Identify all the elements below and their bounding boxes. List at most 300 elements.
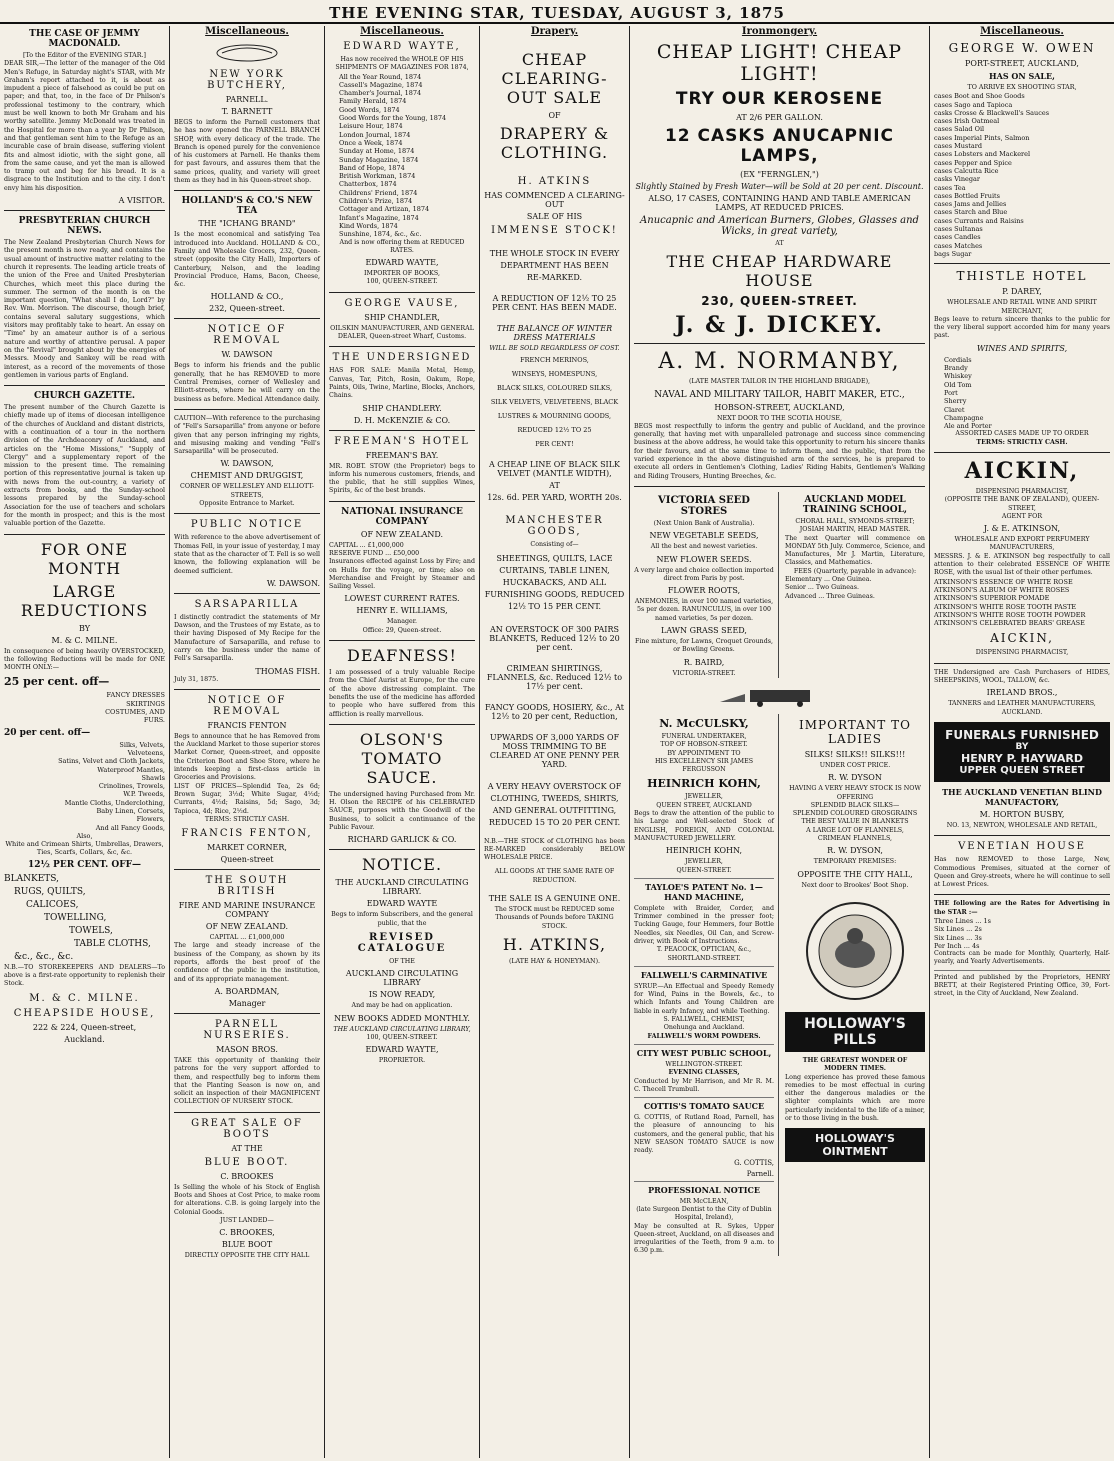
ad-list-item: cases Currants and Raisins: [934, 216, 1024, 225]
ad-signature: S. FALLWELL, CHEMIST,: [663, 1016, 745, 1024]
ad-role: IMPORTER OF BOOKS,: [364, 270, 440, 278]
ad-name: R. W. DYSON: [828, 773, 882, 783]
ad-list-item: cases Sultanas: [934, 225, 983, 234]
ad-list-item: ATKINSON'S CELEBRATED BEARS' GREASE: [934, 619, 1085, 628]
two-column-ads: [634, 492, 925, 678]
ad-role: NAVAL AND MILITARY TAILOR, HABIT MAKER, ETC.,: [654, 389, 905, 400]
ad-seeds: NEW VEGETABLE SEEDS,: [649, 531, 759, 541]
ad-list-item: cases Tea: [934, 183, 966, 192]
ad-body: HAVING A VERY HEAVY STOCK IS NOW OFFERING: [789, 785, 921, 801]
ad-list-item: Ale and Porter: [944, 422, 992, 431]
ad-shop: THE CHEAP HARDWARE HOUSE: [666, 252, 893, 291]
ad-office: Office: 29, Queen-street.: [362, 626, 442, 634]
ad-list-item: Cassell's Magazine, 1874: [339, 80, 423, 89]
ad-list-item: casks Vinegar: [934, 175, 981, 184]
ad-title: THE UNDERSIGNED: [332, 352, 472, 364]
divider: [174, 1013, 320, 1014]
ad-subtitle: FALLWELL'S WORM POWDERS.: [647, 1032, 761, 1040]
column-heading: Miscellaneous.: [360, 26, 444, 37]
ad-note: Contracts can be made for Monthly, Quarterly, Half-yearly, and Yearly Advertisements.: [934, 950, 1110, 966]
divider: [174, 869, 320, 870]
ad-body: TAKE this opportunity of thanking their patrons for the very support afforded to them, and respectfully beg to inform them that the Planting Season is now on, and solicit an inspection of their MAGNIFICENT COLLECTION OF NURSERY STOCK.: [174, 1056, 320, 1106]
divider: [4, 210, 165, 211]
article-title: PRESBYTERIAN CHURCH NEWS.: [18, 216, 151, 237]
ad-body: Begs to inform Subscribers, and the general public, that the: [331, 911, 473, 927]
ad-address: QUEEN STREET, AUCKLAND: [656, 801, 752, 809]
ad-late: (LATE MASTER TAILOR IN THE HIGHLAND BRIGADE),: [688, 378, 871, 386]
ad-list-item: London Journal, 1874: [339, 130, 411, 139]
article-body: The present number of the Church Gazette is chiefly made up of items of diocesan intelligence of the churches of Auckland and distant districts, with a continuation of a tour in the northern division of the Archdeaconry of Auckland, and articles on the "Home Missions," "Supply of Clergy" and a supplementary report of the mission to the present time. The remaining portion of this representative journal is taken up with news from the out-country, a variety of extracts from books, and the Sunday-school lessons prepared by the Sunday-school Association for the use of teachers and scholars for the month in prospect; and this is the most valuable portion of the Gazette.: [4, 404, 165, 528]
ad-list-item: All the Year Round, 1874: [339, 72, 422, 81]
ad-body: Begs to draw the attention of the public to his Large and Well-selected Stock of ENGLISH, FOREIGN, AND COLONIAL MANUFACTURED JEWELLERY.: [634, 810, 774, 842]
ad-lawn: LAWN GRASS SEED,: [661, 626, 747, 636]
ad-list-item: Cottager and Artizan, 1874: [339, 205, 430, 214]
ad-address: NO. 13, NEWTON, WHOLESALE AND RETAIL,: [946, 821, 1098, 829]
ad-list-item: CALICOES,: [26, 899, 79, 910]
ad-address: CORNER OF WELLESLEY AND ELLIOTT-STREETS,: [180, 483, 314, 499]
ad-title: DEAFNESS!: [347, 646, 457, 666]
ad-body: (late Surgeon Dentist to the City of Dublin Hospital, Ireland),: [636, 1205, 772, 1222]
ad-rates: LOWEST CURRENT RATES.: [344, 594, 460, 604]
ad-wonder: THE GREATEST WONDER OF MODERN TIMES.: [802, 1056, 908, 1073]
divider: [329, 346, 475, 347]
holloways-seal-icon: [795, 896, 915, 1006]
ad-body: I distinctly contradict the statements of Mr Dawson, and the Trustees of my Estate, as to their having Disposed of My Recipe for the Manufacture of Sarsaparilla, and refuse to carry on the business under the name of Fell's Sarsaparilla.: [174, 613, 320, 663]
ad-list-item: BLACK SILKS, COLOURED SILKS,: [496, 384, 613, 393]
ad-signature: C. BROOKES,: [219, 1228, 275, 1238]
ad-crimean: CRIMEAN FLANNELS,: [817, 835, 893, 843]
ad-body: A CHEAP LINE OF BLACK SILK VELVET (MANTLE WIDTH),: [488, 460, 620, 479]
ad-address: 100, QUEEN-STREET.: [366, 1033, 438, 1041]
ad-signature: M. & C. MILNE.: [29, 992, 140, 1004]
divider: [4, 385, 165, 386]
ad-title: NEW YORK BUTCHERY,: [207, 69, 287, 91]
divider: [329, 849, 475, 850]
ad-body: LIST OF PRICES—Splendid Tea, 2s 6d; Brown Sugar, 3½d; White Sugar, 4½d; Currants, 4½d; Raisins, 5d; Sago, 3d; Tapioca, 4d; Rice, 2½d.: [174, 782, 320, 815]
ad-list: [4, 873, 165, 964]
ad-list-item: cases Imperial Pints, Salmon: [934, 133, 1030, 142]
ad-role: TANNERS and LEATHER MANUFACTURERS,: [948, 700, 1096, 708]
ad-role: WHOLESALE AND EXPORT PERFUMERY MANUFACTURERS,: [954, 536, 1090, 552]
ad-role: WHOLESALE AND RETAIL WINE AND SPIRIT MERCHANT,: [947, 299, 1097, 315]
ad-list-item: FURS.: [143, 716, 165, 725]
ad-body: SYRUP.—An Effectual and Speedy Remedy for Wind, Pains in the Bowels, &c., to which Infants and Young Children are liable in early Infancy, and while Teething.: [634, 982, 774, 1015]
column-5: [630, 26, 930, 1458]
ad-black: SPLENDID BLACK SILKS—: [810, 801, 900, 809]
ad-list-item: SKIRTINGS: [126, 699, 165, 708]
ad-list-item: cases Calcutta Rice: [934, 166, 999, 175]
ad-body: Has now received the WHOLE OF HIS SHIPMENTS OF MAGAZINES FOR 1874,: [335, 56, 469, 72]
ad-signature: R. W. DYSON,: [827, 846, 883, 856]
ad-signature: EDWARD WAYTE,: [365, 1045, 439, 1055]
ad-subtitle: OF NEW ZEALAND.: [205, 922, 289, 932]
column-1: [0, 26, 170, 1458]
ad-body: Begs to inform his friends and the public generally, that he has REMOVED to more Central Premises, corner of Wellesley and Elliott-streets, where he will carry on the business as before. Medical Attendance daily.: [174, 362, 320, 403]
ad-list-item: cases Salad Oil: [934, 125, 985, 134]
ad-name: MASON BROS.: [216, 1044, 278, 1054]
divider: [174, 318, 320, 319]
ad-list-item: cases Mustard: [934, 142, 983, 151]
divider: [934, 970, 1110, 971]
ad-title: VENETIAN HOUSE: [958, 841, 1086, 853]
divider: [174, 513, 320, 514]
ad-subtitle: (Next Union Bank of Australia).: [653, 519, 755, 527]
ad-list-item: Silks, Velvets,: [119, 740, 165, 749]
ad-list-item: Sherry: [944, 397, 967, 406]
ad-address: 230, QUEEN-STREET.: [701, 294, 858, 309]
divider: [634, 486, 925, 487]
ad-body: A REDUCTION OF 12½ TO 25 PER CENT. HAS BEEN MADE.: [492, 294, 617, 312]
ad-list-item: Satins, Velvet and Cloth Jackets,: [58, 757, 165, 766]
ad-body: THE SALE IS A GENUINE ONE.: [488, 894, 621, 904]
ad-body: Has now REMOVED to those Large, New, Commodious Premises, situated at the corner of Queen and Grey-streets, where he will continue to sell at Lowest Prices.: [934, 856, 1110, 889]
ad-list: [4, 691, 165, 724]
ad-reserve: RESERVE FUND ... £50,000: [329, 549, 420, 557]
ad-list-item: Cordials: [944, 355, 972, 364]
article-title: CHURCH GAZETTE.: [34, 391, 135, 402]
ad-body: Long experience has proved these famous remedies to be most effectual in curing either the dangerous maladies or the slighter complaints which are more particularly incidental to the life of a miner, or to those living in the bush.: [785, 1073, 925, 1122]
ad-role: JEWELLER,: [685, 793, 723, 801]
ad-list-item: And all Fancy Goods,: [95, 823, 165, 832]
ad-address: SHORTLAND-STREET.: [667, 954, 741, 962]
ad-subtitle: FIRE AND MARINE INSURANCE COMPANY: [178, 901, 316, 920]
ad-list-item: cases Boot and Shoe Goods: [934, 92, 1025, 101]
divider: [934, 894, 1110, 895]
ad-to: HIS EXCELLENCY SIR JAMES FERGUSSON: [654, 757, 754, 774]
ad-temp: TEMPORARY PREMISES:: [813, 858, 897, 866]
column-6: [930, 26, 1114, 1458]
column-heading: Ironmongery.: [741, 26, 818, 37]
ad-list-item: Whiskey: [944, 372, 972, 381]
ad-library-name: THE AUCKLAND CIRCULATING LIBRARY,: [333, 1025, 471, 1033]
ad-address: Opposite Entrance to Market.: [199, 500, 295, 508]
ad-signature: A. BOARDMAN,: [214, 986, 280, 996]
article-body: DEAR SIR,—The letter of the manager of the Old Men's Refuge, in Saturday night's STAR, with Mr Graham's report attached to it, is about as impudent a piece of falsehood as could be put on paper; and that, too, in the face of Dr Philson's professional testimony to the contrary, which must be well known to both Mr Graham and his worthy satellite. Jemmy McDonald was treated in the Hospital for more than a year by Dr Philson, and that gentleman sent him to the Refuge as an incurable case of brain disease, suffering violent fits and almost idiotic, with the sight gone, all from the same cause, and yet the man is allowed to tramp out and beg for his bread. It is a disgrace to the Institution and to the city. I don't envy him his disposition.: [4, 60, 165, 192]
ad-list-item: WINSEYS, HOMESPUNS,: [511, 370, 598, 379]
ad-list-item: Chatterbox, 1874: [339, 180, 397, 189]
ad-list-item: Per Inch ... 4s: [934, 941, 980, 950]
ad-name: W. DAWSON,: [220, 459, 274, 469]
ad-signature: THOMAS FISH.: [255, 666, 320, 676]
ad-fees: FEES (Quarterly, payable in advance):: [793, 567, 917, 575]
ad-title: THE SOUTH BRITISH: [205, 875, 289, 898]
ad-ointment: HOLLOWAY'S OINTMENT: [785, 1128, 925, 1162]
hearse-illustration-icon: [710, 684, 850, 708]
ad-list-item: ATKINSON'S SUPERIOR POMADE: [934, 594, 1050, 603]
ad-body: BEGS to inform the Parnell customers that he has now opened the PARNELL BRANCH SHOP, with every delicacy of the trade. The Branch is opened purely for the convenience of his customers at Parnell. He thanks them for past favours, and assures them that the same prices, quality, and variety will greet them as they had in his Queen-street shop.: [174, 119, 320, 185]
masthead-previous-line: [0, 0, 1114, 1]
ad-list-item: Claret: [944, 405, 965, 414]
ad-name: EDWARD WAYTE: [366, 899, 438, 909]
ad-silks: SILKS! SILKS!! SILKS!!!: [804, 749, 906, 759]
ad-name: HENRY P. HAYWARD: [960, 751, 1084, 765]
ad-role: DISPENSING PHARMACIST,: [975, 487, 1069, 495]
ad-signature: RICHARD GARLICK & CO.: [347, 835, 457, 845]
divider: [174, 1112, 320, 1113]
ad-intro: In consequence of being heavily OVERSTOCKED, the following Reductions will be made for ONE MONTH ONLY:—: [4, 647, 165, 672]
divider: [4, 534, 165, 535]
ad-list-item: Kind Words, 1874: [339, 221, 398, 230]
ad-list-item: Six Lines ... 3s: [934, 933, 982, 942]
divider: [934, 452, 1110, 453]
ad-list-item: FRENCH MERINOS,: [520, 356, 589, 365]
ad-title: A. M. NORMANBY,: [658, 349, 901, 375]
ad-list-item: cases Matches: [934, 241, 983, 250]
ad-title: TAYLOE'S PATENT No. 1—HAND MACHINE,: [645, 881, 763, 902]
ad-title: HOLLAND'S & CO.'S NEW TEA: [181, 196, 313, 217]
ad-signature: G. COTTIS,: [734, 1158, 774, 1167]
ad-subtitle: THE AUCKLAND CIRCULATING LIBRARY.: [335, 878, 469, 897]
ad-list-item: White and Crimean Shirts, Umbrellas, Drawers, Ties, Scarfs, Collars, &c, &c.: [5, 840, 164, 857]
masthead-title: THE EVENING STAR, TUESDAY, AUGUST 3, 1875: [329, 4, 785, 22]
ad-list-item: BLANKETS,: [4, 873, 59, 884]
ad-list-item: Also,: [76, 831, 93, 840]
ad-list-item: W.P. Tweeds,: [123, 790, 165, 799]
ad-body: BEGS most respectfully to inform the gentry and public of Auckland, and the province generally, that having met with unparalleled patronage and success since commencing business at the above address, he would take this opportunity to return his sincere thanks for their favours, and at the same time to inform them, and the public, that from the varied experience in the above distinguished arm of the services, he is prepared to execute all orders in Gentlemen's Clothing, Ladies' Riding Habits, Gentlemen's Walking and Riding Trousers, Hunting Breeches, &c.: [634, 422, 925, 480]
ad-title: HOLLOWAY'S PILLS: [785, 1012, 925, 1052]
ad-list-item: Chamber's Journal, 1874: [339, 89, 422, 98]
ad-body: THE Undersigned are Cash Purchasers of HIDES, SHEEPSKINS, WOOL, TALLOW, &c.: [934, 668, 1110, 685]
ad-list-item: Sunday Magazine, 1874: [339, 155, 419, 164]
ad-body: A very large and choice collection imported direct from Paris by post.: [634, 566, 774, 582]
ad-body: G. COTTIS, of Rutland Road, Parnell, has the pleasure of announcing to his customers, and the general public, that his NEW SEASON TOMATO SAUCE is now ready.: [634, 1114, 774, 1155]
ad-address: HOBSON-STREET, AUCKLAND,: [714, 402, 845, 412]
ad-list-item: REDUCED 12½ TO 25: [517, 426, 592, 435]
ad-list-item: cases Irish Oatmeal: [934, 117, 1000, 126]
ad-body: The large and steady increase of the business of the Company, as shown by its reports, affords the best proof of the confidence of the public in the institution, and of its appropriate management.: [174, 942, 320, 983]
article-title: THE CASE OF JEMMY MACDONALD.: [29, 29, 140, 49]
ad-fee: Advanced ... Three Guineas.: [785, 592, 875, 600]
ad-subtitle: FREEMAN'S BAY.: [365, 450, 439, 460]
ad-title: FALLWELL'S CARMINATIVE: [640, 969, 768, 980]
ad-list-item: ATKINSON'S WHITE ROSE TOOTH POWDER: [934, 610, 1086, 619]
ad-ready: IS NOW READY,: [368, 990, 436, 1000]
ad-list-item: Shawls: [141, 773, 165, 782]
ad-body: MESSRS. J. & E. ATKINSON beg respectfully to call attention to their celebrated ESSENCE OF WHITE ROSE, with the usual list of their other perfumes.: [934, 552, 1110, 577]
ad-capital: CAPITAL ... £1,000,000: [329, 541, 404, 549]
ad-list-item: ATKINSON'S ALBUM OF WHITE ROSES: [934, 585, 1070, 594]
ad-title: SARSAPARILLA: [194, 598, 300, 610]
ad-body: Begs to announce that he has Removed from the Auckland Market to those superior stores Market Corner, Queen-street, and opposite the Criterion Boot and Shoe Store, where he intends keeping a first-class article in Groceries and Provisions.: [174, 732, 320, 782]
ad-price: AT 2/6 PER GALLON.: [736, 113, 823, 122]
ad-wines: WINES AND SPIRITS,: [976, 343, 1068, 353]
ad-list-item: TABLE CLOTHS,: [74, 938, 151, 949]
ad-name: DRAPERY & CLOTHING.: [499, 124, 610, 162]
ad-of: OF THE: [389, 957, 415, 965]
divider: [329, 292, 475, 293]
ad-body: OILSKIN MANUFACTURER, AND GENERAL DEALER, Queen-street Wharf, Customs.: [330, 324, 474, 341]
ad-address: 100, QUEEN-STREET.: [366, 278, 438, 286]
ad-title: EDWARD WAYTE,: [343, 41, 461, 52]
ad-ex: (EX "FERNGLEN,"): [740, 170, 819, 179]
ad-list-item: Family Herald, 1874: [339, 97, 407, 106]
ad-title: AICKIN,: [964, 457, 1080, 484]
ad-assorted: ASSORTED CASES MADE UP TO ORDER: [955, 430, 1089, 438]
ad-signature: SHIP CHANDLERY.: [362, 403, 442, 413]
ad-title: HEINRICH KOHN,: [647, 777, 761, 791]
ad-title: NOTICE OF REMOVAL: [207, 324, 287, 347]
ad-body: Begs leave to return sincere thanks to the public for the very liberal support accorded him for many years past.: [934, 315, 1110, 340]
ad-application: And may be had on application.: [351, 1002, 453, 1010]
ad-roots: FLOWER ROOTS,: [667, 586, 741, 596]
ad-body: THE WHOLE STOCK IN EVERY: [489, 249, 620, 258]
ad-list-item: Baby Linen, Corsets,: [96, 807, 165, 815]
ad-address: Onehunga and Auckland.: [663, 1024, 745, 1032]
divider: [934, 263, 1110, 264]
ad-body: And is now offering them at REDUCED RATES.: [339, 238, 465, 254]
ad-signature: HEINRICH KOHN,: [665, 846, 743, 856]
ad-next: Next door to Brookes' Boot Shop.: [801, 881, 909, 889]
ad-list-item: Crinolines, Trowels,: [98, 782, 165, 791]
ad-list-item: PER CENT!: [535, 440, 574, 449]
ad-body: HAS FOR SALE: Manila Metal, Hemp, Canvas, Tar, Pitch, Rosin, Oakum, Rope, Paints, Oils, Twine, Marline, Blocks, Anchors, Chains.: [329, 367, 475, 400]
ad-address: DIRECTLY OPPOSITE THE CITY HALL: [184, 1252, 310, 1260]
article-body: The New Zealand Presbyterian Church News for the present month is now ready, and contains the usual amount of instructive matter relating to the church it represents. The leading article treats of the union of the Free and United Presbyterian Churches, which meet this place during the summer. The sermon of the month is on the important question, "What shall I do, Lord?" by Rev. Wm. Morrison. The discourse, though brief, contains several salutary suggestions, which visitors may profitably take to heart. An essay on "Time" by an amateur author is of a serious nature and worthy of attentive perusal. A paper on the "Revival" brought about by the energies of Messrs. Moody and Sankey will be read with interest, as a record of the movements of those gentlemen in various parts of England.: [4, 239, 165, 379]
ad-of: OF: [548, 111, 561, 120]
ad-has: HAS ON SALE,: [989, 71, 1055, 81]
ad-title: NOTICE OF REMOVAL: [207, 694, 287, 717]
ad-list-item: TOWELLING,: [44, 912, 107, 923]
ad-firm: C. BROOKES: [220, 1171, 274, 1181]
ad-title: CHEAP LIGHT! CHEAP LIGHT!: [656, 41, 903, 85]
ad-body: RE-MARKED.: [526, 273, 583, 282]
divider: [174, 689, 320, 690]
ad-list-item: Children's Prize, 1874: [339, 197, 413, 206]
ad-body: With reference to the above advertisement of Thomas Fell, in your issue of yesterday, I may state that as the character of T. Fell is so well known, the following explanation will be deemed sufficient.: [174, 534, 320, 575]
ad-list: [934, 356, 1110, 431]
ad-signature: HOLLAND & CO.,: [210, 292, 284, 302]
ad-address: TOP OF HOBSON-STREET.: [660, 741, 748, 749]
ad-title: PROFESSIONAL NOTICE: [648, 1184, 760, 1195]
ad-body: Is the most economical and satisfying Tea introduced into Auckland. HOLLAND & CO., Family and Wholesale Grocers, 232, Queen-street (opposite the City Hall), Importers of Canterbury, Nelson, and the leading Provincial Produce, Hams, Bacon, Cheese, &c.: [174, 231, 320, 289]
ad-list-item: cases Sago and Tapioca: [934, 100, 1013, 109]
ad-body: Is Selling the whole of his Stock of English Boots and Shoes at Cost Price, to make room for alterations. C.B. is going largely into the Colonial Goods.: [174, 1183, 320, 1216]
ad-classes: EVENING CLASSES,: [668, 1069, 740, 1077]
ad-subtitle: CHEMIST AND DRUGGIST,: [190, 471, 304, 481]
ad-list: [484, 353, 625, 451]
ad-title: COTTIS'S TOMATO SAUCE: [643, 1101, 765, 1112]
ad-title: OLSON'S TOMATO SAUCE.: [359, 729, 445, 787]
ad-list-item: ATKINSON'S WHITE ROSE TOOTH PASTE: [934, 602, 1077, 611]
ad-list-item: casks Crosse & Blackwell's Sauces: [934, 108, 1050, 117]
ad-list-item: bags Sugar: [934, 249, 972, 258]
ad-list-item: Band of Hope, 1874: [339, 163, 405, 172]
ad-body: The next Quarter will commence on MONDAY 5th July. Commerce, Science, and Manufactures, Mr J. Martin, Literature, Classics, and Mathematics.: [785, 534, 925, 567]
funeral-banner: [934, 722, 1110, 782]
ad-list-item: cases Candles: [934, 233, 981, 242]
ad-list: [934, 578, 1110, 628]
ad-title: CITY WEST PUBLIC SCHOOL,: [636, 1047, 772, 1058]
ad-percent: 12½ PER CENT. OFF—: [28, 859, 141, 870]
divider: [329, 501, 475, 502]
ad-body: UPWARDS OF 3,000 YARDS OF MOSS TRIMMING TO BE CLEARED AT ONE PENNY PER YARD.: [489, 732, 620, 769]
divider: [634, 878, 774, 879]
column-heading: Miscellaneous.: [205, 26, 289, 37]
ad-role: JEWELLER,: [685, 858, 723, 866]
ad-list-item: cases Bottled Fruits: [934, 191, 1000, 200]
ad-list-item: &c., &c., &c.: [14, 951, 74, 962]
ad-signature: FRANCIS FENTON,: [181, 828, 313, 840]
ad-list-item: Childrens' Friend, 1874: [339, 188, 418, 197]
ad-body: ALSO, 17 CASES, CONTAINING HAND AND TABLE AMERICAN LAMPS, AT REDUCED PRICES.: [648, 194, 911, 212]
ad-role: Manager.: [386, 618, 418, 626]
ad-signature: IRELAND BROS.,: [986, 688, 1058, 698]
ad-list-item: Three Lines ... 1s: [934, 917, 991, 925]
ad-percent: 25 per cent. off—: [4, 675, 110, 689]
divider: [174, 190, 320, 191]
ad-body: FANCY GOODS, HOSIERY, &c., At 12½ to 20 per cent, Reduction,: [485, 702, 624, 721]
ad-subtitle: PARNELL.: [225, 95, 269, 104]
ad-seeds: NEW FLOWER SEEDS.: [656, 554, 752, 564]
ad-name: BLUE BOOT: [221, 1240, 273, 1250]
article-to: [To the Editor of the EVENING STAR.]: [23, 52, 146, 59]
ad-list-item: Sunshine, 1874, &c., &c.: [339, 230, 422, 239]
ad-by: BY: [1015, 741, 1029, 752]
ad-late: (LATE HAY & HONEYMAN).: [508, 957, 601, 965]
ad-signature: HENRY E. WILLIAMS,: [356, 606, 448, 616]
ad-body: AT: [549, 481, 560, 491]
ad-place: AUCKLAND.: [1001, 708, 1043, 716]
divider: [634, 1181, 774, 1182]
ad-title: NOTICE.: [361, 855, 443, 875]
ad-name: P. DAREY,: [1002, 287, 1042, 297]
ad-address: VICTORIA-STREET.: [672, 669, 736, 677]
ad-body: ALL GOODS AT THE SAME RATE OF REDUCTION.: [494, 868, 615, 884]
ad-subtitle: CHORAL HALL, SYMONDS-STREET;: [795, 517, 915, 525]
ad-body: HAS COMMENCED A CLEARING-OUT: [484, 191, 625, 209]
ad-title: GEORGE VAUSE,: [344, 297, 460, 309]
article-signature: A VISITOR.: [118, 196, 165, 206]
ad-name: BLUE BOOT.: [204, 1156, 290, 1168]
ad-title: THISTLE HOTEL: [956, 269, 1088, 284]
ad-blankets: THE BEST VALUE IN BLANKETS: [801, 818, 909, 826]
ad-body: Anucapnic and American Burners, Globes, Glasses and Wicks, in great variety,: [640, 215, 919, 237]
ad-place: Parnell.: [746, 1169, 774, 1178]
ad-firm: H. ATKINS: [517, 176, 592, 187]
ad-list-item: Mantle Cloths, Underclothing,: [64, 798, 165, 807]
ad-list-item: SILK VELVETS, VELVETEENS, BLACK: [490, 398, 619, 407]
column-2: [170, 26, 325, 1458]
ad-subtitle: LARGE REDUCTIONS: [20, 581, 149, 620]
ad-name: JOSIAH MARTIN, HEAD MASTER.: [799, 526, 911, 534]
ad-subtitle: WELLINGTON-STREET.: [665, 1060, 743, 1068]
ad-landed: JUST LANDED—: [220, 1216, 274, 1224]
ad-firm: D. H. McKENZIE & CO.: [353, 415, 451, 425]
ad-firm: J. & E. ATKINSON,: [983, 524, 1061, 534]
left-ad-column: [634, 492, 779, 678]
ad-list-item: LUSTRES & MOURNING GOODS,: [497, 412, 612, 421]
column-heading: Drapery.: [530, 26, 579, 37]
ad-list-item: cases Starch and Blue: [934, 208, 1008, 217]
two-column-ads: [634, 714, 925, 1256]
ad-list-item: Velveteens,: [127, 748, 165, 757]
ad-by: BY APPOINTMENT TO: [667, 749, 741, 757]
ad-body: SHEETINGS, QUILTS, LACE CURTAINS, TABLE LINEN, HUCKABACKS, AND ALL FURNISHING GOODS, REDUCED 12½ TO 15 PER CENT.: [484, 553, 625, 611]
ad-subtitle: OF NEW ZEALAND.: [360, 529, 444, 539]
divider: [934, 835, 1110, 836]
ad-signature: W. DAWSON.: [266, 578, 320, 588]
ad-title: IMPORTANT TO LADIES: [799, 717, 911, 746]
imprint: Printed and published by the Proprietors, HENRY BRETT, at their Registered Printing Office, 39, Fort-street, in the City of Auckland, New Zealand.: [934, 973, 1110, 998]
ad-city: Auckland.: [64, 1034, 105, 1044]
ad-list-item: Brandy: [944, 364, 968, 373]
ad-next: NEXT DOOR TO THE SCOTIA HOUSE,: [717, 414, 842, 422]
ad-body: WILL BE SOLD REGARDLESS OF COST.: [489, 345, 620, 352]
ad-address: MARKET CORNER,: [207, 843, 287, 853]
ad-list-item: Infant's Magazine, 1874: [339, 213, 419, 222]
ad-list-item: Good Words for the Young, 1874: [339, 114, 447, 123]
column-4: [480, 26, 630, 1458]
